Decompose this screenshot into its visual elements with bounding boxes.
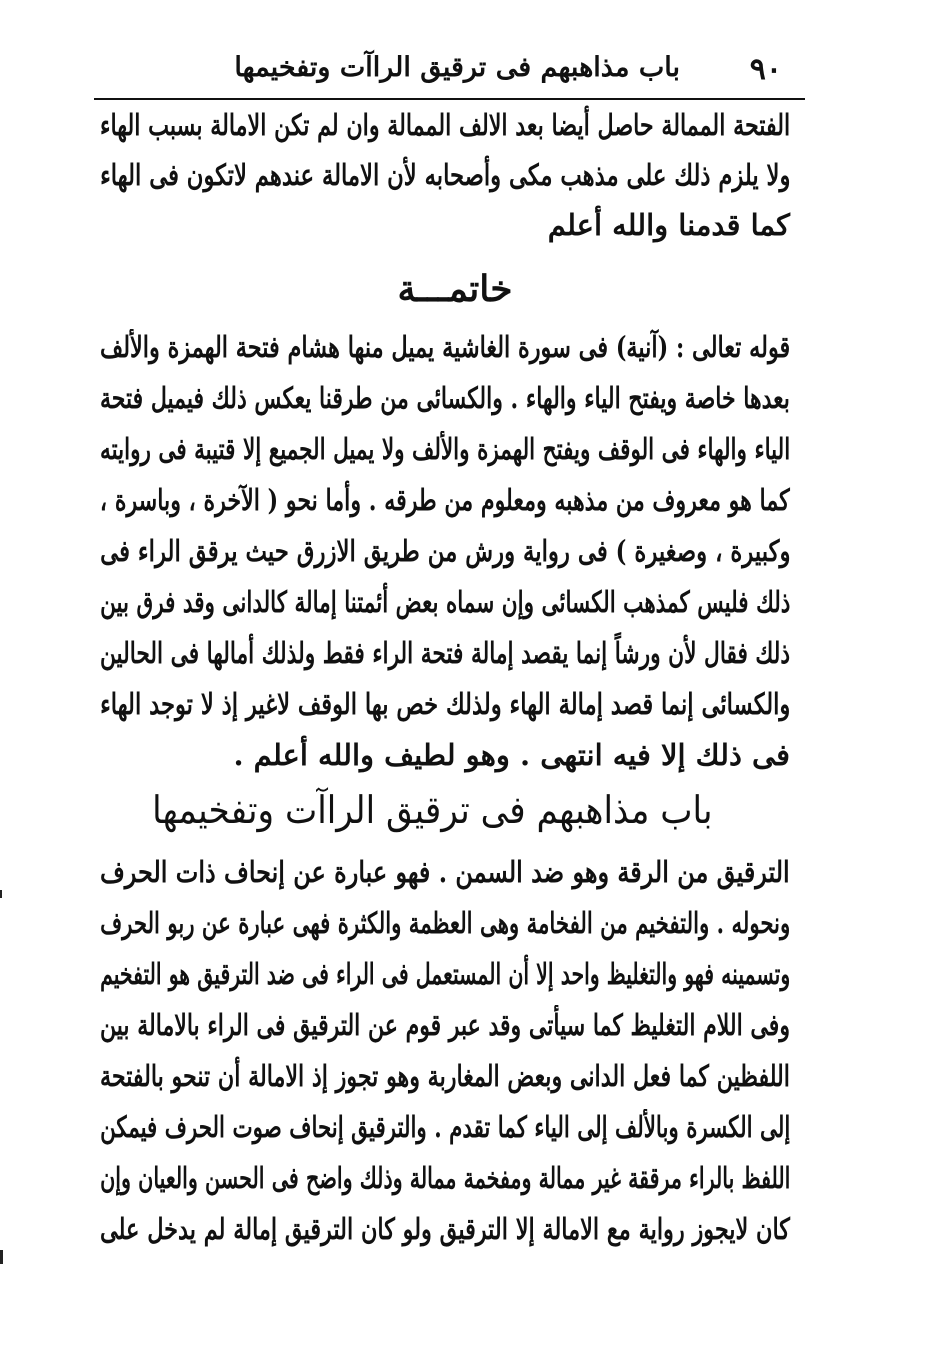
khatima-heading: خاتمـــة — [397, 268, 513, 310]
khatima-paragraph — [100, 330, 790, 790]
paragraph-line: ذلك فليس كمذهب الكسائى وإن سماه بعض أئمتنا إمالة كالدانى وقد فرق بين — [99, 585, 790, 619]
paragraph-line: كما قدمنا والله أعلم — [547, 208, 790, 242]
page-number: ٩٠ — [749, 52, 782, 87]
paragraph-line: ولا يلزم ذلك على مذهب مكى وأصحابه لأن الامالة عندهم لاتكون فى الهاء — [99, 158, 790, 192]
header-rule — [94, 98, 805, 100]
paragraph-line: وكبيرة ، وصغيرة ) فى رواية ورش من طريق الازرق حيث يرقق الراء فى — [99, 534, 790, 568]
paragraph-line: ذلك فقال لأن ورشاً إنما يقصد إمالة فتحة الراء فقط ولذلك أمالها فى الحالين — [100, 636, 790, 670]
paragraph-line: الترقيق من الرقة وهو ضد السمن . فهو عبارة عن إنحاف ذات الحرف — [100, 855, 790, 889]
chapter-paragraph — [100, 855, 790, 1255]
paragraph-line: بعدها خاصة ويفتح الياء والهاء . والكسائى من طرقنا يعكس ذلك فيميل فتحة — [100, 381, 790, 415]
continuation-paragraph — [100, 108, 790, 268]
paragraph-line: والكسائى إنما قصد إمالة الهاء ولذلك خص بها الوقف لاغير إذ لا توجد الهاء — [99, 687, 790, 721]
running-title: باب مذاهبهم فى ترقيق الراآت وتفخيمها — [234, 52, 680, 83]
paragraph-line: فى ذلك إلا فيه انتهى . وهو لطيف والله أعلم . — [233, 738, 790, 772]
running-header — [90, 44, 810, 94]
paragraph-line: الياء والهاء فى الوقف ويفتح الهمزة والألف ولا يميل الجميع إلا قتيبة فى روايته — [99, 432, 790, 466]
paragraph-line: ونحوله . والتفخيم من الفخامة وهى العظمة والكثرة فهى عبارة عن ربو الحرف — [99, 906, 790, 940]
paragraph-line: اللفظ بالراء مرققة غير ممالة ومفخمة ممالة وذلك واضح فى الحسن والعيان وإن — [99, 1161, 790, 1195]
scan-speck — [0, 890, 2, 898]
paragraph-line: كما هو معروف من مذهبه ومعلوم من طرقه . وأما نحو ( الآخرة ، وباسرة ، — [100, 483, 790, 517]
paragraph-line: إلى الكسرة وبالألف إلى الياء كما تقدم . والترقيق إنحاف صوت الحرف فيمكن — [99, 1110, 790, 1144]
paragraph-line: اللفظين كما فعل الدانى وبعض المغاربة وهو تجوز إذ الامالة أن تنحو بالفتحة — [100, 1059, 790, 1093]
paragraph-line: وفى اللام التغليظ كما سيأتى وقد عبر قوم عن الترقيق فى الراء بالامالة بين — [100, 1008, 790, 1042]
paragraph-line: وتسمينه فهو والتغليظ واحد إلا أن المستعمل فى الراء فى ضد الترقيق هو التفخيم — [99, 957, 790, 991]
paragraph-line: الفتحة الممالة حاصل أيضا بعد الالف الممالة وان لم تكن الامالة بسبب الهاء — [99, 108, 790, 142]
paragraph-line: كان لايجوز رواية مع الامالة إلا الترقيق ولو كان الترقيق إمالة لم يدخل على — [100, 1212, 790, 1246]
chapter-heading: باب مذاهبهم فى ترقيق الراآت وتفخيمها — [152, 788, 713, 832]
paragraph-line: قوله تعالى : (آنية) فى سورة الغاشية يميل منها هشام فتحة الهمزة والألف — [99, 330, 790, 364]
scan-speck — [0, 1250, 3, 1264]
